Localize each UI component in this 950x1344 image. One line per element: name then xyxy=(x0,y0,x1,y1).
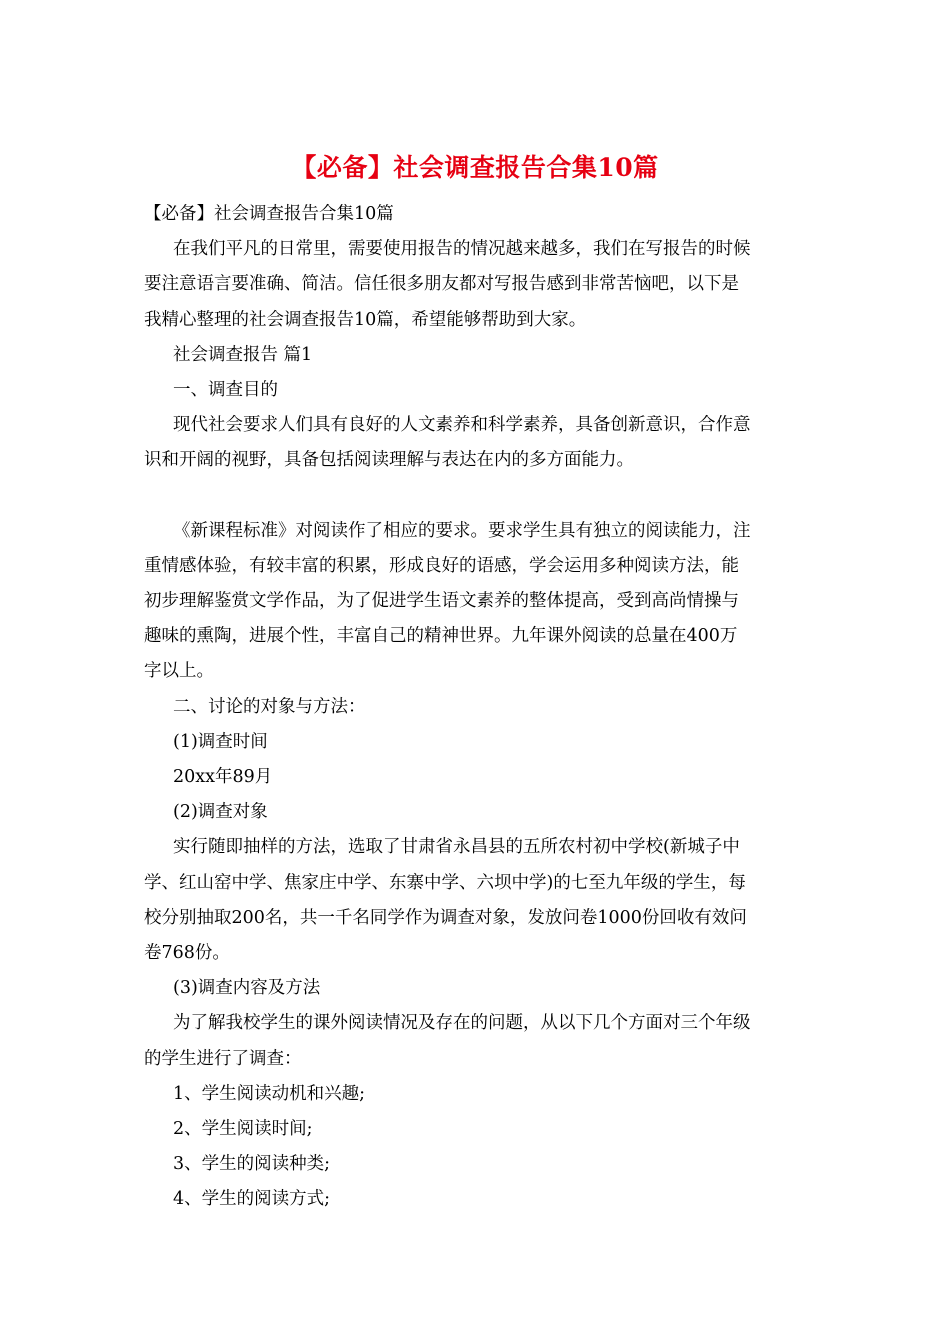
intro-paragraph-line: 要注意语言要准确、简洁。信任很多朋友都对写报告感到非常苦恼吧，以下是 xyxy=(144,274,739,295)
paragraph-line: 的学生进行了调查： xyxy=(144,1048,302,1069)
list-heading: (1)调查时间 xyxy=(173,731,268,752)
paragraph-line: 实行随即抽样的方法，选取了甘肃省永昌县的五所农村初中学校(新城子中 xyxy=(173,837,740,858)
list-heading: (2)调查对象 xyxy=(173,802,268,823)
subtitle-line: 【必备】社会调查报告合集10篇 xyxy=(144,204,394,224)
paragraph-line: 卷768份。 xyxy=(144,942,230,963)
document-body xyxy=(144,197,808,1217)
document-title: 【必备】社会调查报告合集10篇 xyxy=(291,153,659,182)
paragraph-line: 初步理解鉴赏文学作品，为了促进学生语文素养的整体提高，受到高尚情操与 xyxy=(144,591,739,612)
section-heading: 社会调查报告 篇1 xyxy=(173,344,313,365)
paragraph-line: 现代社会要求人们具有良好的人文素养和科学素养，具备创新意识，合作意 xyxy=(173,415,751,436)
blank-line xyxy=(144,479,808,514)
list-item: 2、学生阅读时间; xyxy=(173,1118,313,1139)
paragraph-line: 重情感体验，有较丰富的积累，形成良好的语感，学会运用多种阅读方法，能 xyxy=(144,555,739,576)
paragraph-line: 学、红山窑中学、焦家庄中学、东寨中学、六坝中学)的七至九年级的学生，每 xyxy=(144,872,746,893)
list-heading: (3)调查内容及方法 xyxy=(173,978,321,999)
subsection-heading: 二、讨论的对象与方法： xyxy=(173,696,366,717)
paragraph-line: 20xx年89月 xyxy=(173,767,273,787)
list-item: 4、学生的阅读方式; xyxy=(173,1189,331,1210)
subsection-heading: 一、调查目的 xyxy=(173,379,278,400)
paragraph-line: 《新课程标准》对阅读作了相应的要求。要求学生具有独立的阅读能力，注 xyxy=(173,520,751,541)
paragraph-line: 校分别抽取200名，共一千名同学作为调查对象，发放问卷1000份回收有效问 xyxy=(144,907,747,928)
paragraph-line: 为了解我校学生的课外阅读情况及存在的问题，从以下几个方面对三个年级 xyxy=(173,1013,751,1034)
list-item: 3、学生的阅读种类; xyxy=(173,1154,331,1175)
paragraph-line: 趣味的熏陶，进展个性，丰富自己的精神世界。九年课外阅读的总量在400万 xyxy=(144,626,738,647)
intro-paragraph-line: 我精心整理的社会调查报告10篇，希望能够帮助到大家。 xyxy=(144,309,587,330)
intro-paragraph-line: 在我们平凡的日常里，需要使用报告的情况越来越多，我们在写报告的时候 xyxy=(173,239,751,260)
paragraph-line: 字以上。 xyxy=(144,661,214,682)
paragraph-line: 识和开阔的视野，具备包括阅读理解与表达在内的多方面能力。 xyxy=(144,450,634,471)
list-item: 1、学生阅读动机和兴趣; xyxy=(173,1083,366,1104)
